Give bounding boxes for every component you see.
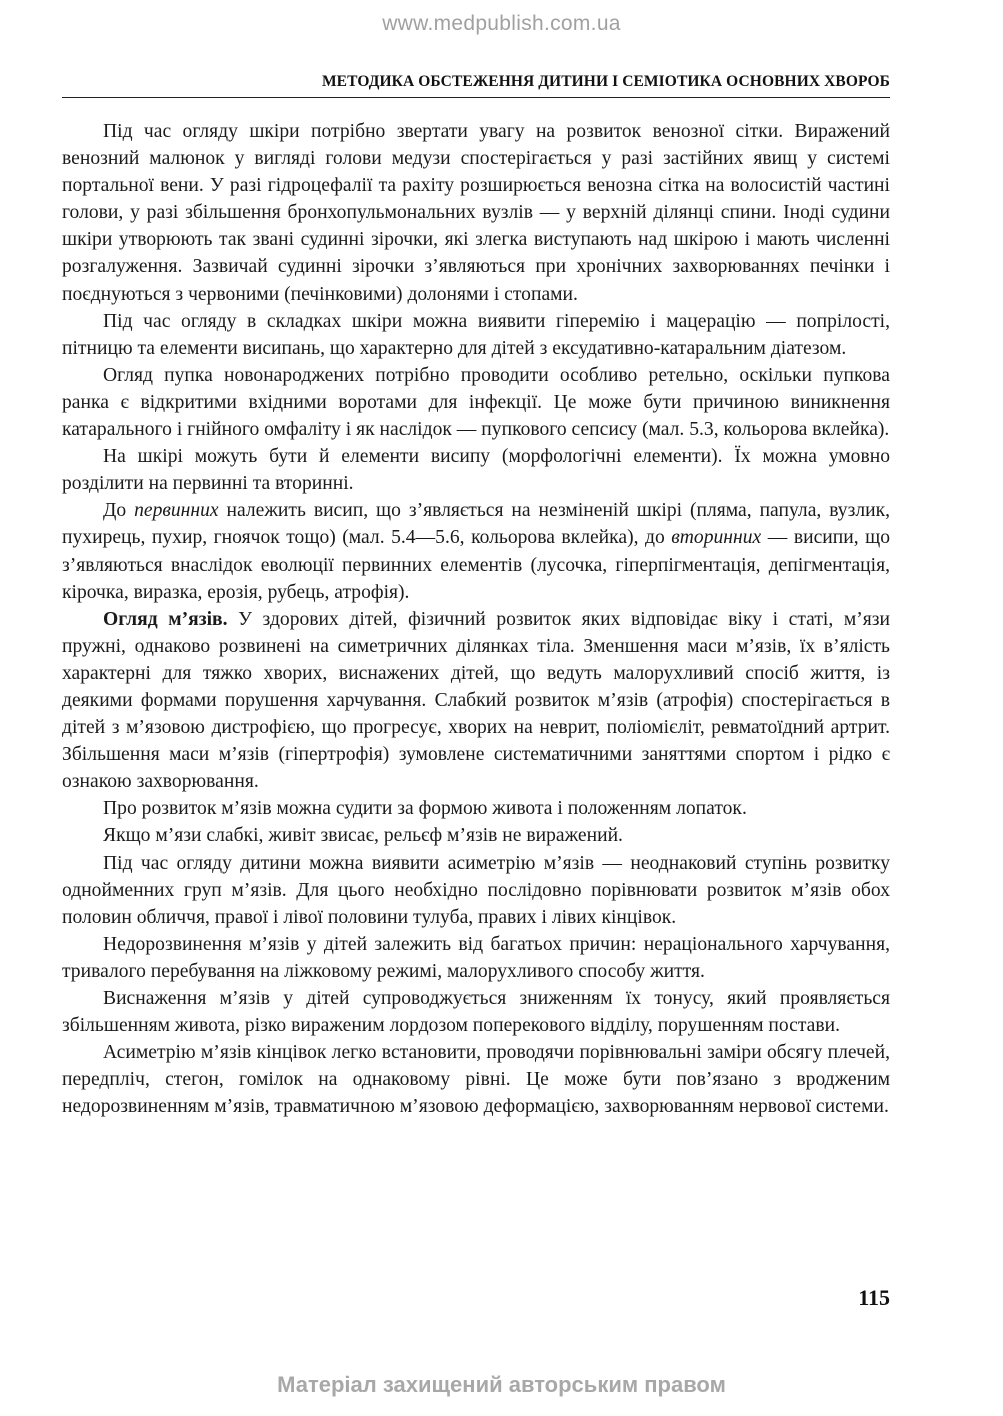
term-primary: первинних (134, 500, 219, 522)
paragraph-primary-secondary-rash (62, 497, 890, 605)
paragraph-muscle-assessment: Про розвиток м’язів можна судити за формою живота і положенням лопаток. (103, 798, 747, 820)
section-lead-muscle-exam: Огляд м’язів. (103, 608, 228, 630)
paragraph-limb-asymmetry: Асиметрію м’язів кінцівок легко встановити, проводячи порівнювальні заміри обсягу плечей, передпліч, стегон, гомілок на однаковому рівні. Це може бути пов’язано з вродженим недорозвиненням м’язів, травматичною м’язовою деформацією, захворюванням нервової системи. (62, 1042, 890, 1118)
paragraph-navel-exam: Огляд пупка новонароджених потрібно проводити особливо ретельно, оскільки пупкова ранка є відкритими вхідними воротами для інфекції. Це може бути причиною виникнення катарального і гнійного омфаліту і як наслідок — пупкового сепсису (мал. 5.3, кольорова вклейка). (62, 364, 890, 441)
paragraph-muscle-exam (62, 606, 890, 796)
watermark-site-url: www.medpublish.com.ua (382, 12, 621, 35)
paragraph-exhaustion: Виснаження м’язів у дітей супроводжується зниженням їх тонусу, який проявляється збільшенням живота, різко вираженим лордозом поперекового відділу, порушенням постави. (62, 988, 890, 1037)
paragraph-underdevelopment: Недорозвинення м’язів у дітей залежить від багатьох причин: нераціонального харчування, тривалого перебування на ліжковому режимі, малорухливого способу життя. (62, 933, 890, 982)
paragraph-skin-folds: Під час огляду в складках шкіри можна виявити гіперемію і мацерацію — попрілості, пітницю та елементи висипань, що характерно для дітей з ексудативно-катаральним діатезом. (62, 310, 890, 359)
text-run: До (103, 500, 135, 522)
watermark-copyright: Матеріал захищений авторським правом (277, 1372, 726, 1397)
header-rule (62, 97, 890, 98)
paragraph-venous-network: Під час огляду шкіри потрібно звертати увагу на розвиток венозної сітки. Виражений венозний малюнок у вигляді голови медузи спостерігається у разі застійних явищ у системі портальної вени. У разі гідроцефалії та рахіту розширюється венозна сітка на волосистій частині голови, у разі збільшення бронхопульмональних вузлів — у верхній ділянці спини. Іноді судини шкіри утворюють так звані судинні зірочки, які злегка виступають над шкірою і мають численні розгалуження. Зазвичай судинні зірочки з’являються при хронічних захворюваннях печінки і поєднуються з червоними (печінковими) долонями і стопами. (62, 121, 890, 305)
page-body (62, 118, 890, 1120)
text-run: — висипи, що з’являються внаслідок еволюції первинних елементів (лусочка, гіперпігментація, депігментація, кірочка, виразка, ерозія, рубець, атрофія). (62, 527, 891, 603)
term-secondary: вторинних (671, 527, 762, 549)
text-run: належить висип, що з’являється на незміненій шкірі (пляма, папула, вузлик, пухирець, пухир, гноячок тощо) (мал. 5.4—5.6, кольорова вклейка), до (62, 500, 891, 549)
text-run: У здорових дітей, фізичний розвиток яких відповідає віку і статі, м’язи пружні, однаково розвинені на симетричних ділянках тіла. Зменшення маси м’язів, їх в’ялість характерні для тяжко хворих, виснажених дітей, що ведуть малорухливий спосіб життя, із деякими формами порушення харчування. Слабкий розвиток м’язів (атрофія) спостерігається в дітей з м’язовою дистрофією, що прогресує, хворих на неврит, поліомієліт, ревматоїдний артрит. Збільшення маси м’язів (гіпертрофія) зумовлене систематичними заняттями спортом і рідко є ознакою захворювання. (62, 608, 890, 793)
page-number: 115 (858, 1285, 890, 1310)
paragraph-muscle-asymmetry: Під час огляду дитини можна виявити асиметрію м’язів — неоднаковий ступінь розвитку однойменних груп м’язів. Для цього необхідно послідовно порівнювати розвиток м’язів обох половин обличчя, правої і лівої половини тулуба, правих і лівих кінцівок. (62, 852, 890, 928)
paragraph-weak-muscles: Якщо м’язи слабкі, живіт звисає, рельєф м’язів не виражений. (103, 825, 623, 847)
paragraph-rash-elements: На шкірі можуть бути й елементи висипу (морфологічні елементи). Їх можна умовно розділити на первинні та вторинні. (62, 446, 890, 495)
running-head: МЕТОДИКА ОБСТЕЖЕННЯ ДИТИНИ І СЕМІОТИКА ОСНОВНИХ ХВОРОБ (321, 73, 890, 90)
